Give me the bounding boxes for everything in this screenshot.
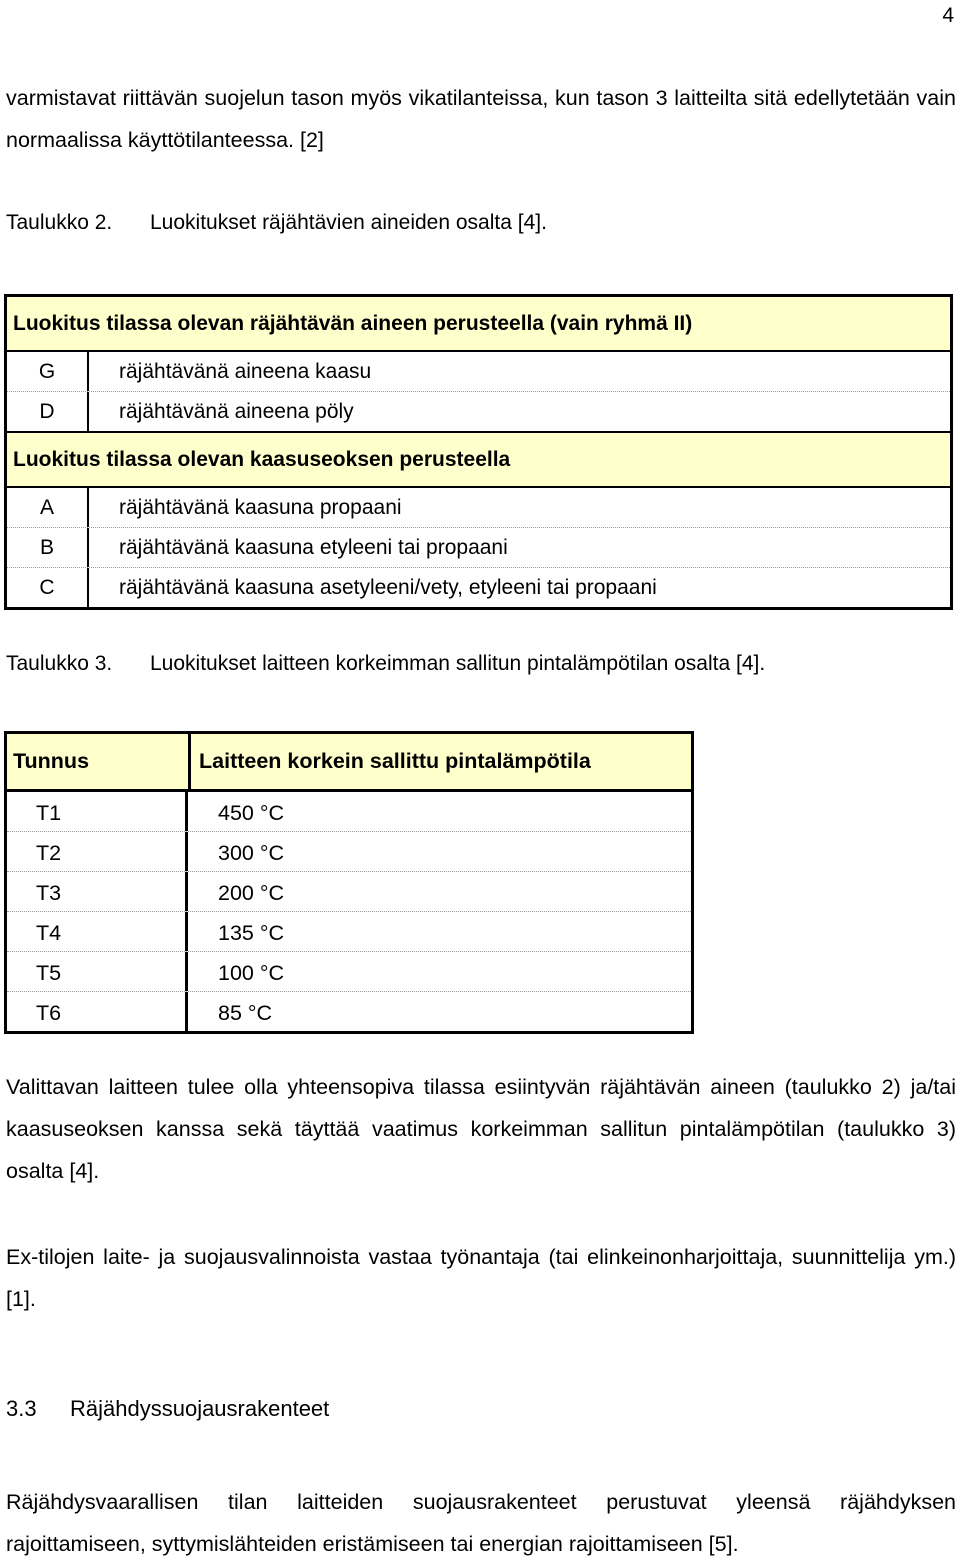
table2-code: A (7, 488, 89, 527)
table3-code: T1 (7, 792, 188, 831)
table2-desc: räjähtävänä kaasuna asetyleeni/vety, etyleeni tai propaani (119, 576, 657, 599)
table3-temp: 200 °C (218, 881, 284, 905)
table3-code: T3 (7, 872, 188, 911)
table-row (7, 951, 691, 991)
paragraph-intro: varmistavat riittävän suojelun tason myös vikatilanteissa, kun tason 3 laitteilta sitä edellytetään vain normaalissa käyttötilanteessa. [2] (6, 86, 956, 152)
table-row (7, 488, 950, 527)
explosive-substance-table (4, 294, 953, 610)
table3-caption (6, 652, 765, 676)
table-row (7, 567, 950, 607)
table2-caption-text: Luokitukset räjähtävien aineiden osalta [4]. (150, 211, 547, 234)
table-row (7, 991, 691, 1031)
table-row (7, 871, 691, 911)
table2-desc: räjähtävänä kaasuna etyleeni tai propaani (119, 536, 508, 559)
table3-code: T5 (7, 952, 188, 991)
table3-code: T6 (7, 992, 188, 1031)
table2-section1-header: Luokitus tilassa olevan räjähtävän aineen perusteella (vain ryhmä II) (7, 297, 950, 352)
table2-caption (6, 211, 547, 235)
table-row (7, 911, 691, 951)
page-number: 4 (942, 4, 954, 27)
table3-header-code: Tunnus (7, 734, 191, 789)
table3-temp: 85 °C (218, 1001, 273, 1025)
paragraph-responsibility: Ex-tilojen laite- ja suojausvalinnoista vastaa työnantaja (tai elinkeinonharjoittaja, suunnittelija ym.) [1]. (6, 1245, 956, 1311)
table2-desc: räjähtävänä aineena pöly (119, 400, 354, 423)
table2-caption-number: Taulukko 2. (6, 211, 113, 234)
table3-code: T4 (7, 912, 188, 951)
table3-temp: 100 °C (218, 961, 284, 985)
table2-desc: räjähtävänä aineena kaasu (119, 360, 372, 383)
table3-temp: 450 °C (218, 801, 284, 825)
section-number: 3.3 (6, 1396, 37, 1421)
paragraph-compatibility: Valittavan laitteen tulee olla yhteensopiva tilassa esiintyvän räjähtävän aineen (taulukko 2) ja/tai kaasuseoksen kanssa sekä täyttää vaatimus korkeimman sallitun pintalämpötilan (taulukko 3) osalta [4]. (6, 1075, 956, 1183)
table3-caption-number: Taulukko 3. (6, 652, 113, 675)
table-row (7, 391, 950, 431)
table2-section2-header: Luokitus tilassa olevan kaasuseoksen perusteella (7, 431, 950, 488)
table3-code: T2 (7, 832, 188, 871)
table2-code: B (7, 528, 89, 567)
table2-desc: räjähtävänä kaasuna propaani (119, 496, 402, 519)
temperature-class-table (4, 731, 694, 1034)
table3-header-row (7, 734, 691, 792)
table-row (7, 527, 950, 567)
table-row (7, 792, 691, 831)
table3-caption-text: Luokitukset laitteen korkeimman sallitun pintalämpötilan osalta [4]. (150, 652, 766, 675)
table2-code: C (7, 568, 89, 607)
paragraph-protection: Räjähdysvaarallisen tilan laitteiden suojausrakenteet perustuvat yleensä räjähdyksen rajoittamiseen, syttymislähteiden eristämiseen tai energian rajoittamiseen [5]. (6, 1490, 956, 1556)
table3-temp: 300 °C (218, 841, 284, 865)
table2-code: G (7, 352, 89, 391)
table3-temp: 135 °C (218, 921, 284, 945)
table-row (7, 831, 691, 871)
table3-header-temp: Laitteen korkein sallittu pintalämpötila (199, 749, 591, 773)
table-row (7, 352, 950, 391)
section-heading (6, 1396, 329, 1422)
section-title: Räjähdyssuojausrakenteet (70, 1396, 330, 1421)
table2-code: D (7, 392, 89, 431)
